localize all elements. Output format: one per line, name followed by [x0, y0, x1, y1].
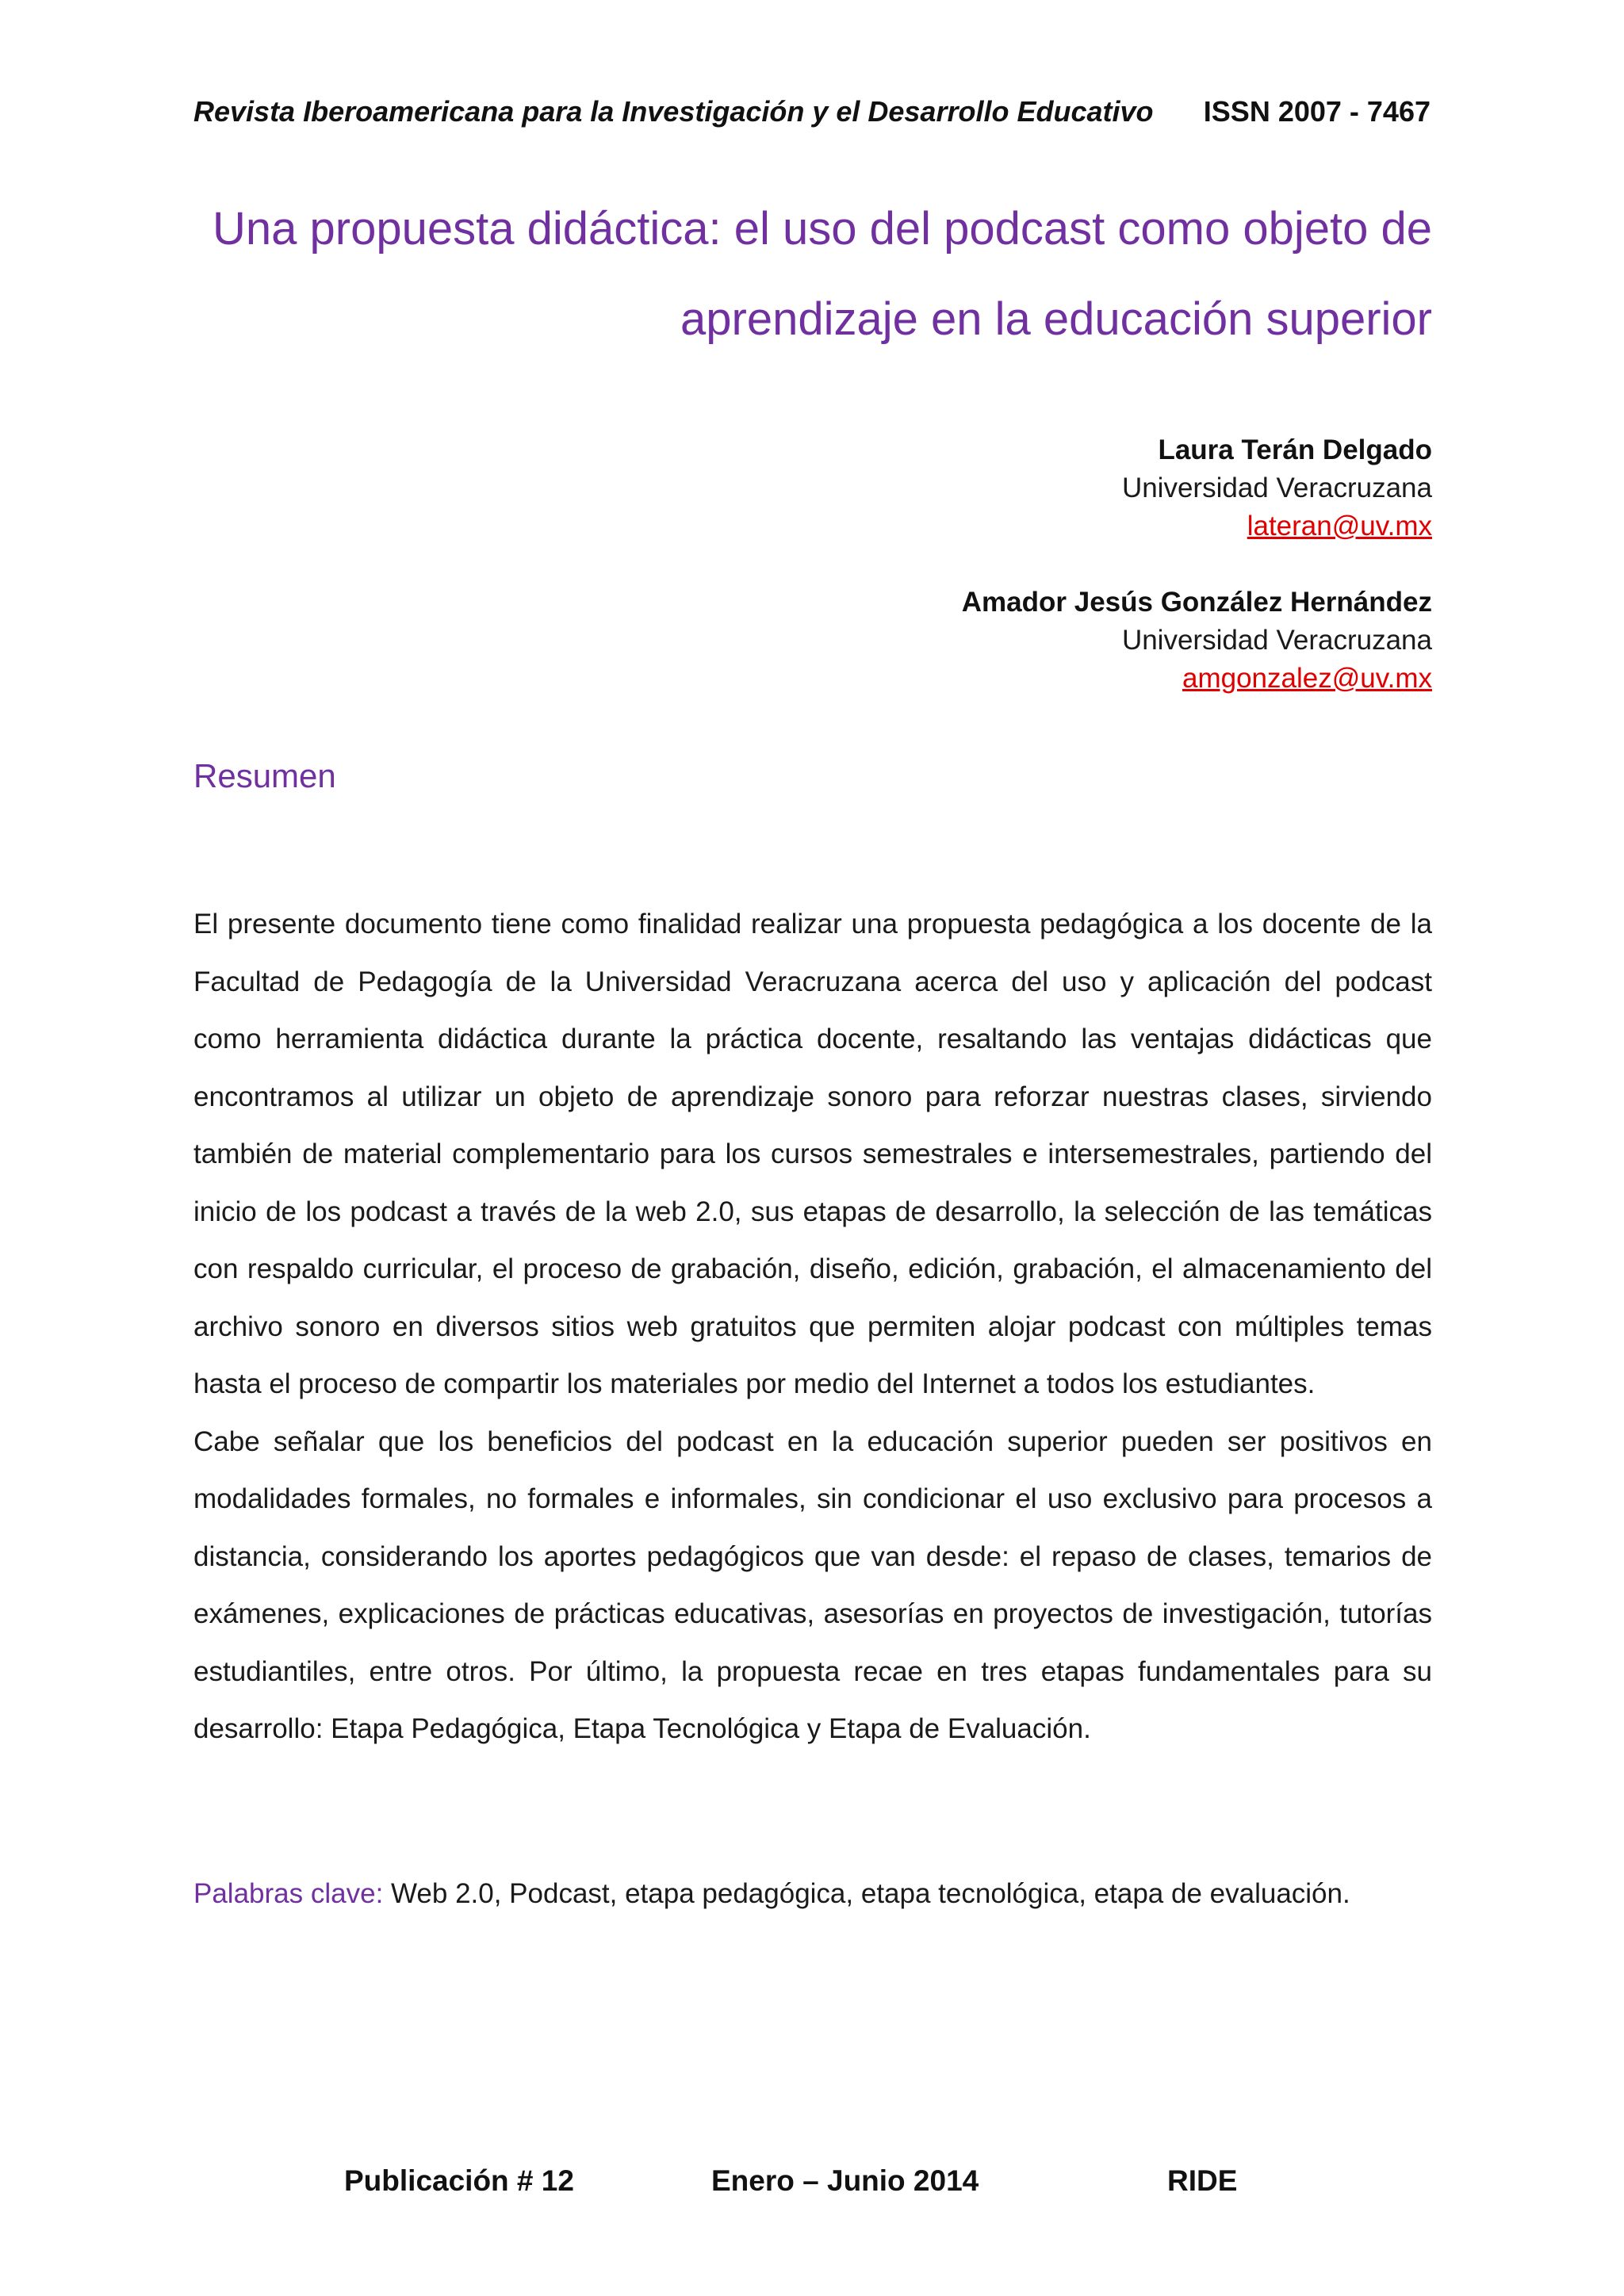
abstract-body — [193, 896, 1432, 1758]
running-header — [193, 95, 1431, 128]
journal-name: Revista Iberoamericana para la Investigación y el Desarrollo Educativo — [193, 95, 1154, 128]
author-email-link[interactable]: amgonzalez@uv.mx — [1182, 663, 1432, 694]
abstract-heading: Resumen — [193, 757, 336, 794]
keywords-text: Web 2.0, Podcast, etapa pedagógica, etapa tecnológica, etapa de evaluación. — [383, 1878, 1350, 1909]
abstract-paragraph: El presente documento tiene como finalidad realizar una propuesta pedagógica a los docente de la Facultad de Pedagogía de la Universidad Veracruzana acerca del uso y aplicación del podcast como herramienta didáctica durante la práctica docente, resaltando las ventajas didácticas que encontramos al utilizar un objeto de aprendizaje sonoro para reforzar nuestras clases, sirviendo también de material complementario para los cursos semestrales e intersemestrales, partiendo del inicio de los podcast a través de la web 2.0, sus etapas de desarrollo, la selección de las temáticas con respaldo curricular, el proceso de grabación, diseño, edición, grabación, el almacenamiento del archivo sonoro en diversos sitios web gratuitos que permiten alojar podcast con múltiples temas hasta el proceso de compartir los materiales por medio del Internet a todos los estudiantes. — [193, 909, 1432, 1399]
author-affiliation: Universidad Veracruzana — [1121, 473, 1432, 503]
author-name: Amador Jesús González Hernández — [961, 587, 1432, 618]
abstract-paragraph: Cabe señalar que los beneficios del podcast en la educación superior pueden ser positivos en modalidades formales, no formales e informales, sin condicionar el uso exclusivo para procesos a distancia, considerando los aportes pedagógicos que van desde: el repaso de clases, temarios de exámenes, explicaciones de prácticas educativas, asesorías en proyectos de investigación, tutorías estudiantiles, entre otros. Por último, la propuesta recae en tres etapas fundamentales para su desarrollo: Etapa Pedagógica, Etapa Tecnológica y Etapa de Evaluación. — [193, 1425, 1432, 1744]
author-affiliation: Universidad Veracruzana — [1121, 625, 1432, 656]
footer-publication: Publicación # 12 — [344, 2164, 574, 2197]
author-email-link[interactable]: lateran@uv.mx — [1247, 511, 1432, 541]
footer-period: Enero – Junio 2014 — [711, 2164, 979, 2197]
keywords-label: Palabras clave: — [193, 1878, 384, 1909]
keywords — [193, 1875, 1432, 1913]
footer-journal-abbrev: RIDE — [1167, 2164, 1238, 2197]
paper-title: Una propuesta didáctica: el uso del podcast como objeto de aprendizaje en la educación superior — [213, 203, 1432, 345]
issn: ISSN 2007 - 7467 — [1203, 95, 1431, 128]
author-block — [718, 584, 1432, 698]
author-name: Laura Terán Delgado — [1158, 434, 1432, 465]
author-block — [718, 431, 1432, 545]
